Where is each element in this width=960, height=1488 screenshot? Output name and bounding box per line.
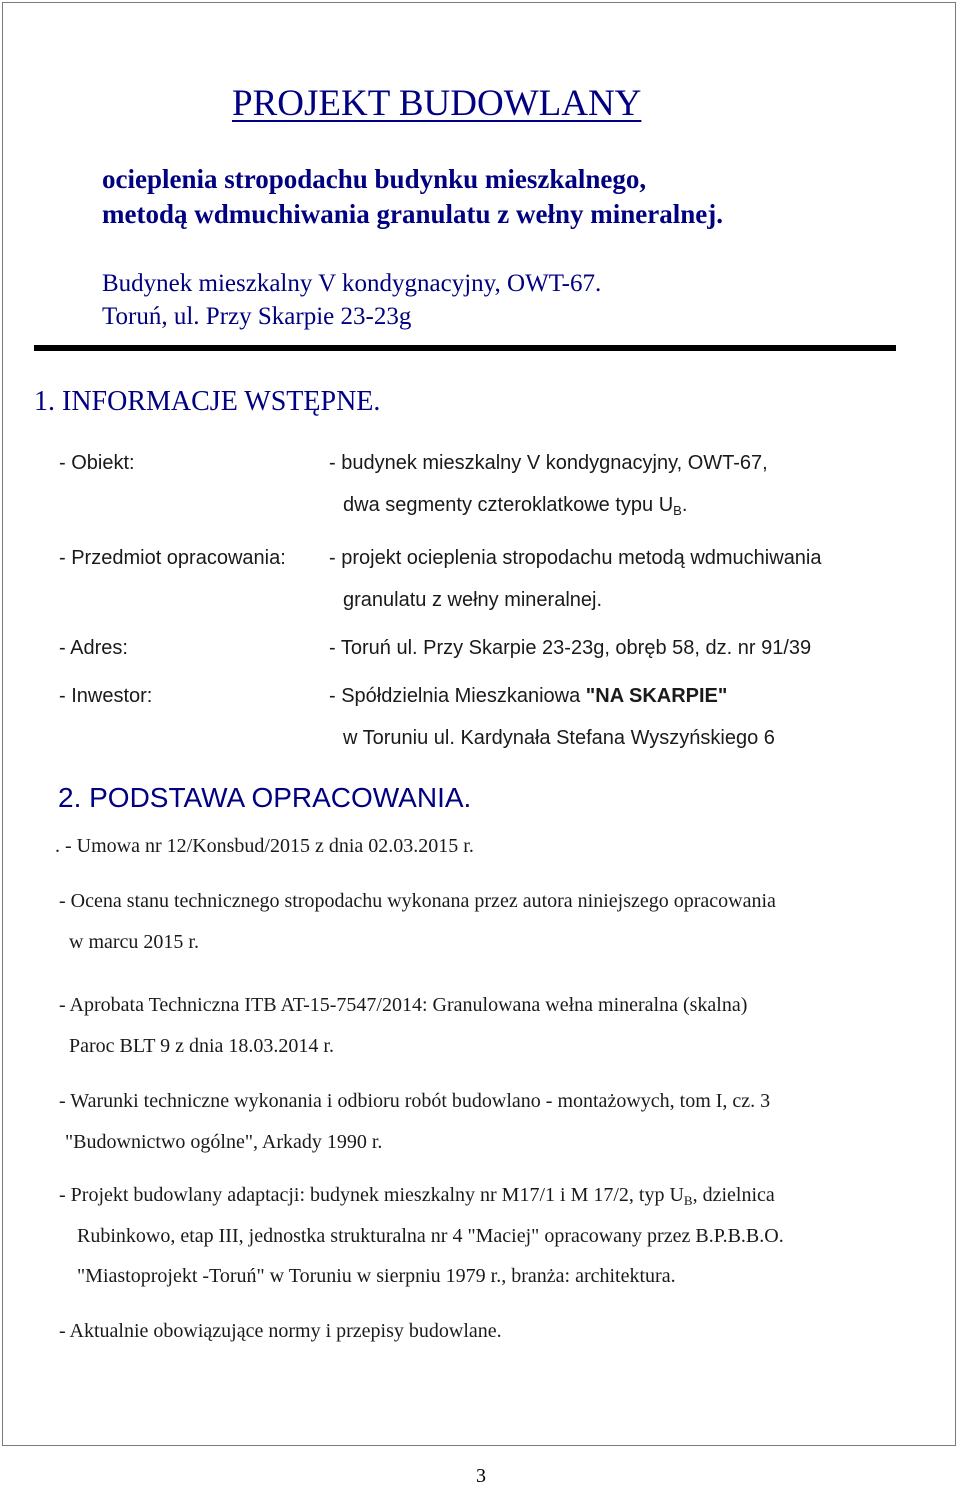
object-value-2-subscript: B — [673, 503, 682, 518]
basis-item-5-line-2: Rubinkowo, etap III, jednostka strukturalna nr 4 "Maciej" opracowany przez B.P.B.B.O. — [77, 1225, 784, 1247]
object-label: - Obiekt: — [59, 452, 135, 474]
subject-label: - Przedmiot opracowania: — [59, 547, 286, 569]
address-label: - Adres: — [59, 637, 128, 659]
subtitle-line-2: metodą wdmuchiwania granulatu z wełny mineralnej. — [102, 199, 723, 229]
investor-label: - Inwestor: — [59, 685, 153, 707]
basis-item-2-line-1: - Ocena stanu technicznego stropodachu wykonana przez autora niniejszego opracowania — [59, 890, 776, 912]
basis-item-1: . - Umowa nr 12/Konsbud/2015 z dnia 02.03.2015 r. — [55, 835, 474, 857]
basis-item-4-line-1: - Warunki techniczne wykonania i odbioru robót budowlano - montażowych, tom I, cz. 3 — [59, 1090, 771, 1112]
basis-item-3-line-2: Paroc BLT 9 z dnia 18.03.2014 r. — [69, 1035, 334, 1057]
document-title: PROJEKT BUDOWLANY — [232, 83, 642, 124]
basis-item-5-subscript: B — [683, 1193, 693, 1208]
object-value-2-text: dwa segmenty czteroklatkowe typu U — [343, 494, 674, 516]
investor-value-1 — [329, 685, 727, 708]
basis-item-5-line-1 — [59, 1184, 775, 1209]
basis-item-5-suffix: , dzielnica — [692, 1184, 775, 1206]
section-2-heading: 2. PODSTAWA OPRACOWANIA. — [58, 782, 472, 813]
subtitle-line-1: ocieplenia stropodachu budynku mieszkalnego, — [102, 164, 647, 194]
object-value-2 — [343, 494, 687, 518]
basis-item-6: - Aktualnie obowiązujące normy i przepisy budowlane. — [59, 1320, 502, 1342]
header-divider — [34, 345, 896, 351]
basis-item-5-line-3: "Miastoprojekt -Toruń" w Toruniu w sierpniu 1979 r., branża: architektura. — [77, 1265, 676, 1287]
building-address: Toruń, ul. Przy Skarpie 23-23g — [102, 303, 412, 330]
address-value: - Toruń ul. Przy Skarpie 23-23g, obręb 58, dz. nr 91/39 — [329, 637, 812, 659]
investor-name-bold: "NA SKARPIE" — [585, 685, 728, 707]
basis-item-4-line-2: "Budownictwo ogólne", Arkady 1990 r. — [65, 1131, 383, 1153]
object-value-2-suffix: . — [681, 494, 688, 516]
building-description: Budynek mieszkalny V kondygnacyjny, OWT-67. — [102, 270, 602, 297]
section-1-heading: 1. INFORMACJE WSTĘPNE. — [34, 386, 381, 417]
object-value-1: - budynek mieszkalny V kondygnacyjny, OWT-67, — [329, 452, 768, 474]
subject-value-1: - projekt ocieplenia stropodachu metodą wdmuchiwania — [329, 547, 822, 569]
page-number: 3 — [476, 1465, 486, 1487]
investor-name: - Spółdzielnia Mieszkaniowa — [329, 685, 586, 707]
basis-item-2-line-2: w marcu 2015 r. — [69, 931, 199, 953]
basis-item-5-text: - Projekt budowlany adaptacji: budynek mieszkalny nr M17/1 i M 17/2, typ U — [59, 1184, 684, 1206]
subject-value-2: granulatu z wełny mineralnej. — [343, 589, 603, 611]
basis-item-3-line-1: - Aprobata Techniczna ITB AT-15-7547/2014: Granulowana wełna mineralna (skalna) — [59, 994, 748, 1016]
investor-value-2: w Toruniu ul. Kardynała Stefana Wyszyńskiego 6 — [343, 727, 775, 749]
